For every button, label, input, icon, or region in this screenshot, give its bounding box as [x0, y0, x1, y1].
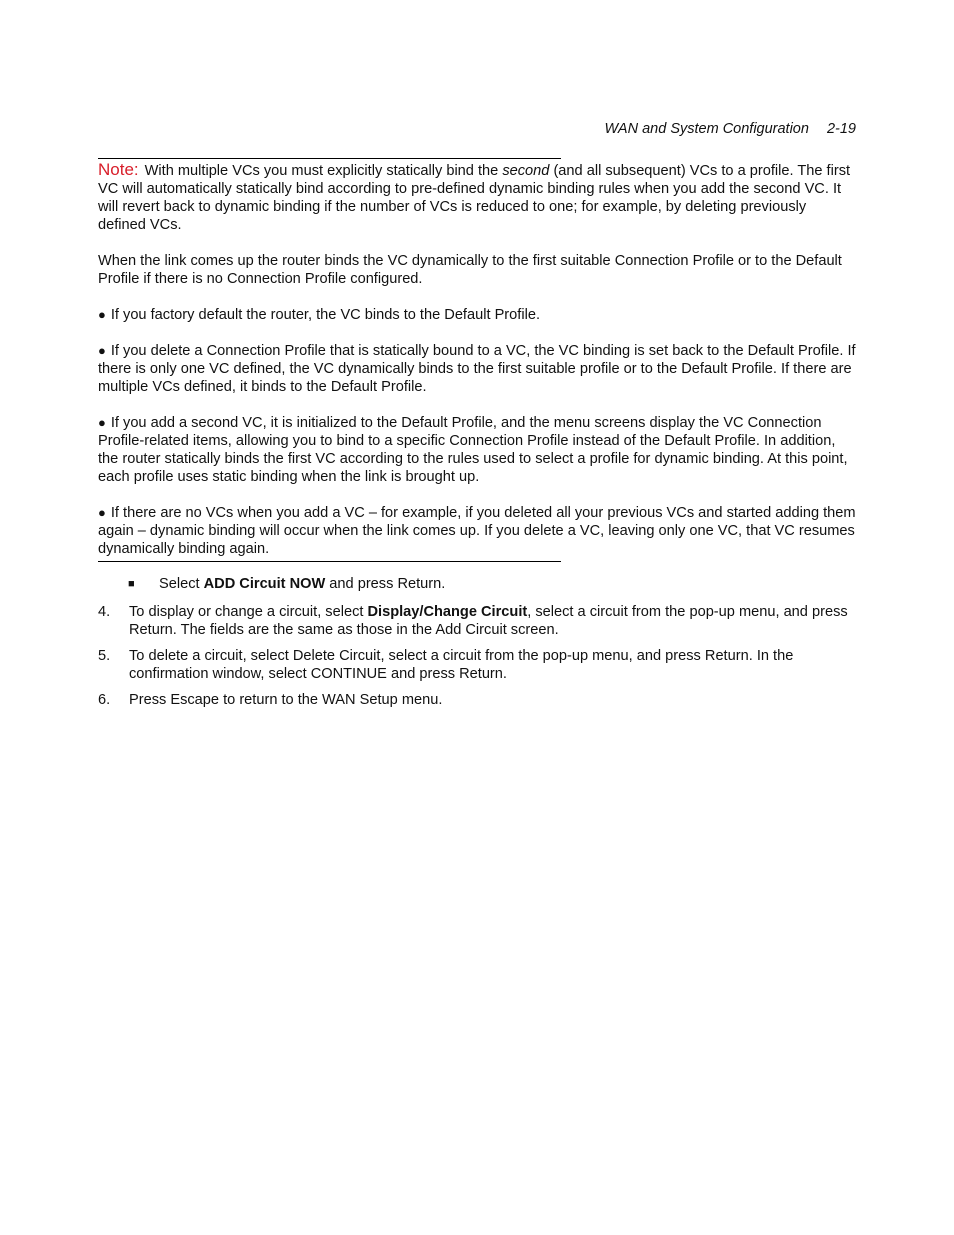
bullet-item: [98, 414, 858, 486]
step-number: 5.: [98, 648, 111, 664]
note-emphasis: second: [502, 163, 550, 179]
sub-step-text-c: and press Return.: [325, 576, 446, 592]
note-paragraph-2: When the link comes up the router binds the VC dynamically to the first suitable Connection Profile or to the Default Profile if there is no Connection Profile configured.: [98, 253, 842, 287]
note-text: With multiple VCs you must explicitly statically bind the: [144, 163, 503, 179]
note-text-cont: (and all subsequent) VCs to a profile. The first VC will automatically statically bind according to pre-defined dynamic binding rules when you add the second VC. It will revert back to dynamic binding if the number of VCs is reduced to one; for example, by deleting previously defined VCs.: [98, 163, 851, 233]
page-number: 2-19: [826, 121, 856, 137]
sub-step-bold: ADD Circuit NOW: [203, 576, 326, 592]
bullet-text: If there are no VCs when you add a VC – for example, if you deleted all your previous VCs and started adding them again – dynamic binding will occur when the link comes up. If you delete a VC, leaving only one VC, that VC resumes dynamically binding again.: [98, 505, 856, 557]
note-label: Note:: [98, 160, 139, 179]
note-paragraph-1: [98, 161, 858, 234]
header-title: WAN and System Configuration: [604, 121, 809, 137]
step-text: Press Escape to return to the WAN Setup menu.: [129, 692, 443, 708]
step-number: 6.: [98, 692, 111, 708]
bullet-text: If you add a second VC, it is initialized to the Default Profile, and the menu screens display the VC Connection Profile-related items, allowing you to bind to a specific Connection Profile instead of the Default Profile. In addition, the router statically binds the first VC according to the rules used to select a profile for dynamic binding. At this point, each profile uses static binding when the link is brought up.: [98, 415, 848, 485]
bullet-text: If you factory default the router, the VC binds to the Default Profile.: [110, 307, 540, 323]
running-header: [605, 120, 857, 138]
bullet-text: If you delete a Connection Profile that is statically bound to a VC, the VC binding is set back to the Default Profile. If there is only one VC defined, the VC dynamically binds to the first suitable profile or to the Default Profile. If there are multiple VCs defined, it binds to the Default Profile.: [98, 343, 856, 395]
square-bullet-icon: ■: [128, 578, 135, 590]
sub-step-item: [98, 575, 858, 593]
sub-step-text: [159, 575, 445, 593]
step-text: [129, 603, 858, 639]
step-item-4: [98, 603, 858, 639]
step-bold: Display/Change Circuit: [367, 604, 528, 620]
steps-list: [98, 575, 858, 717]
bullet-item: [98, 504, 858, 558]
step-item-5: [98, 647, 858, 683]
step-text-c: , select a circuit from the pop-up menu, and press Return. The fields are the same as those in the Add Circuit screen.: [129, 604, 848, 638]
step-text-a: To display or change a circuit, select: [129, 604, 368, 620]
sub-step-text-a: Select: [159, 576, 204, 592]
note-bottom-rule: [98, 561, 561, 562]
step-item-6: [98, 691, 858, 709]
note-top-rule: [98, 158, 561, 159]
bullet-item: [98, 342, 858, 396]
bullet-icon: ●: [98, 505, 106, 520]
bullet-item: [98, 306, 858, 324]
note-block: [98, 161, 858, 558]
bullet-icon: ●: [98, 343, 106, 358]
bullet-icon: ●: [98, 415, 106, 430]
step-text: To delete a circuit, select Delete Circuit, select a circuit from the pop-up menu, and press Return. In the confirmation window, select CONTINUE and press Return.: [129, 648, 794, 682]
step-number: 4.: [98, 604, 111, 620]
bullet-icon: ●: [98, 307, 106, 322]
